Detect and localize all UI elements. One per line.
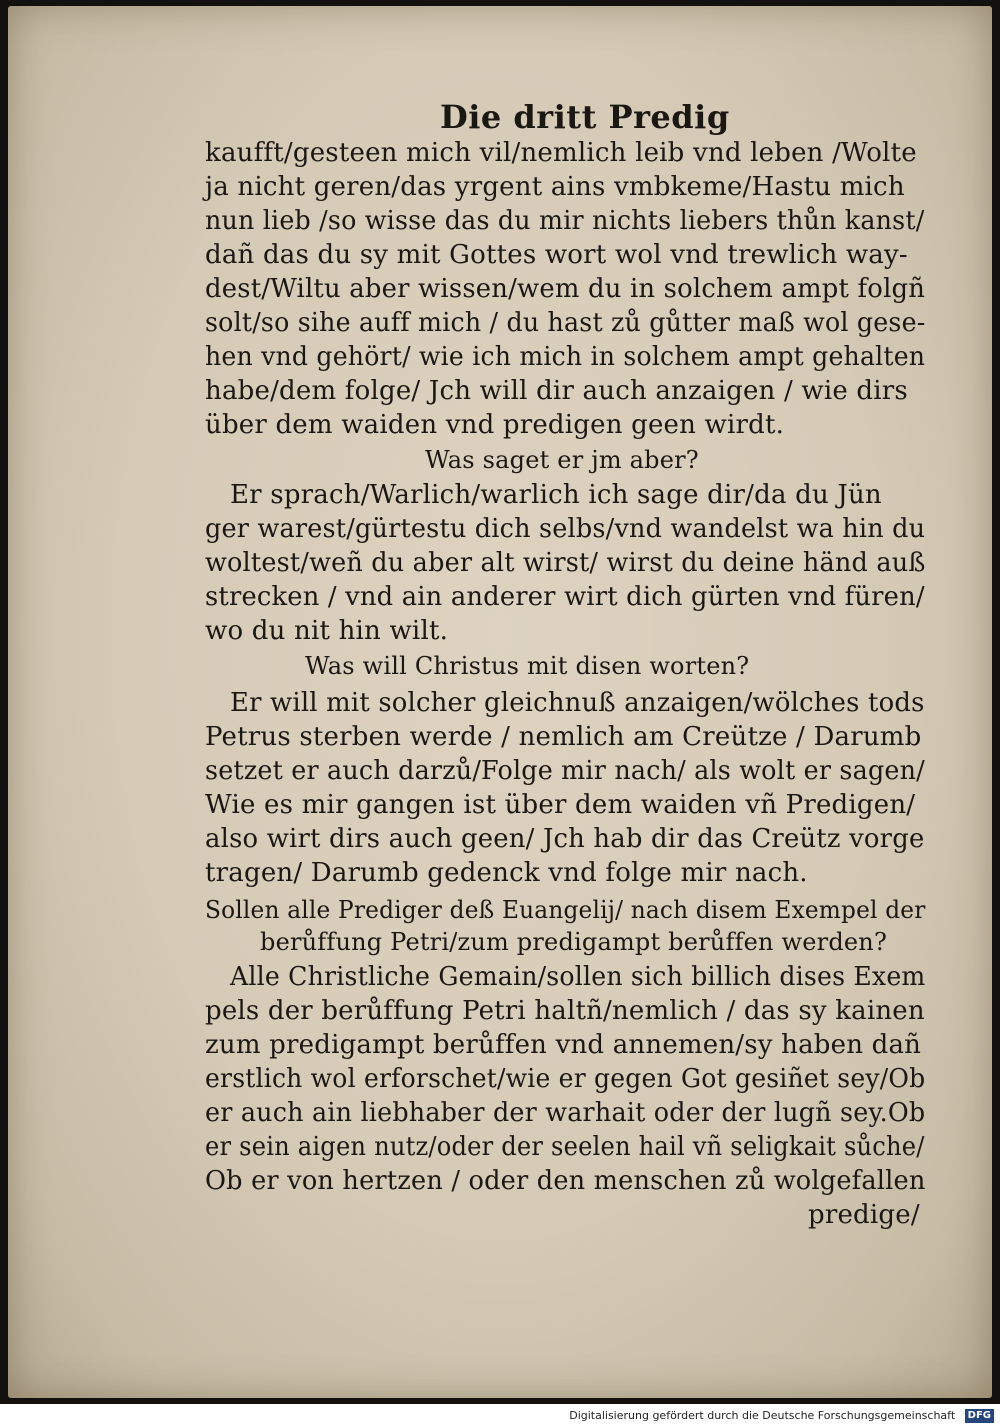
text-line: ger warest/gürtestu dich selbs/vnd wandelst wa hin du — [205, 514, 926, 544]
text-line: ja nicht geren/das yrgent ains vmbkeme/Hastu mich — [205, 172, 905, 202]
question-heading: berůffung Petri/zum predigampt berůffen werden? — [260, 928, 888, 956]
question-heading: Was saget er jm aber? — [425, 446, 699, 474]
text-line: Er sprach/Warlich/warlich ich sage dir/da du Jün — [230, 480, 882, 510]
funding-footer — [0, 1404, 1000, 1428]
text-line: kaufft/gesteen mich vil/nemlich leib vnd leben /Wolte — [205, 138, 917, 168]
text-line: er auch ain liebhaber der warhait oder der lugñ sey.Ob — [205, 1098, 926, 1128]
text-line: dest/Wiltu aber wissen/wem du in solchem ampt folgñ — [205, 274, 926, 304]
text-line: also wirt dirs auch geen/ Jch hab dir das Creütz vorge — [205, 824, 925, 854]
text-line: pels der berůffung Petri haltñ/nemlich / das sy kainen — [205, 996, 925, 1026]
text-line: tragen/ Darumb gedenck vnd folge mir nach. — [205, 858, 808, 888]
text-line: zum predigampt berůffen vnd annemen/sy haben dañ — [205, 1030, 922, 1060]
question-heading: Was will Christus mit disen worten? — [305, 652, 750, 680]
text-line: hen vnd gehört/ wie ich mich in solchem ampt gehalten — [205, 342, 926, 372]
footer-text: Digitalisierung gefördert durch die Deutsche Forschungsgemeinschaft — [569, 1409, 956, 1422]
text-line: erstlich wol erforschet/wie er gegen Got gesiñet sey/Ob — [205, 1064, 926, 1094]
text-line: Wie es mir gangen ist über dem waiden vñ Predigen/ — [205, 790, 916, 820]
dfg-logo-icon: DFG — [965, 1409, 994, 1423]
text-line: er sein aigen nutz/oder der seelen hail vñ seligkait sůche/ — [205, 1132, 925, 1162]
catchword: predige/ — [808, 1200, 920, 1230]
text-line: dañ das du sy mit Gottes wort wol vnd trewlich way- — [205, 240, 908, 270]
text-line: habe/dem folge/ Jch will dir auch anzaigen / wie dirs — [205, 376, 908, 406]
text-line: Alle Christliche Gemain/sollen sich billich dises Exem — [230, 962, 926, 992]
text-line: Ob er von hertzen / oder den menschen zů wolgefallen — [205, 1166, 926, 1196]
question-heading: Sollen alle Prediger deß Euangelij/ nach disem Exempel der — [205, 896, 926, 924]
text-line: setzet er auch darzů/Folge mir nach/ als wolt er sagen/ — [205, 756, 925, 786]
text-line: strecken / vnd ain anderer wirt dich gürten vnd füren/ — [205, 582, 925, 612]
text-line: solt/so sihe auff mich / du hast zů gůtter maß wol gese- — [205, 308, 926, 338]
text-line: wo du nit hin wilt. — [205, 616, 449, 646]
running-head: Die dritt Predig — [440, 98, 730, 136]
text-line: Petrus sterben werde / nemlich am Creütze / Darumb — [205, 722, 922, 752]
text-line: über dem waiden vnd predigen geen wirdt. — [205, 410, 785, 440]
text-line: Er will mit solcher gleichnuß anzaigen/wölches tods — [230, 688, 925, 718]
text-line: nun lieb /so wisse das du mir nichts liebers thůn kanst/ — [205, 206, 925, 236]
text-line: woltest/weñ du aber alt wirst/ wirst du deine händ auß — [205, 548, 926, 578]
